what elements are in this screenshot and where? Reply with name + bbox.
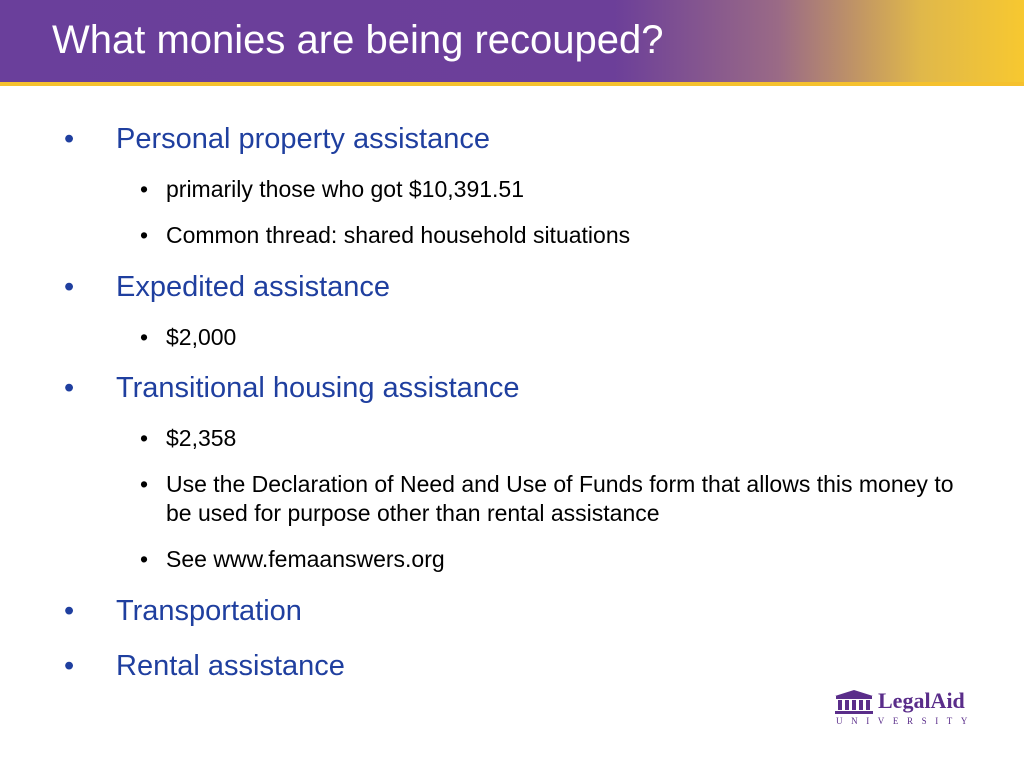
sub-list-item <box>140 424 980 453</box>
sub-list-item <box>140 470 980 528</box>
bullet-text: Expedited assistance <box>116 271 391 303</box>
logo-subtitle: UNIVERSITY <box>836 716 976 726</box>
bullet-icon: • <box>64 650 75 682</box>
sub-bullet-text: Use the Declaration of Need and Use of Funds form that allows this money to be used for purpose other than rental assistance <box>166 471 954 526</box>
sub-bullet-text: $2,358 <box>166 425 237 451</box>
sub-bullet-text: primarily those who got $10,391.51 <box>166 176 524 202</box>
slide-title: What monies are being recouped? <box>52 18 664 62</box>
bullet-icon: • <box>140 546 149 572</box>
title-bar <box>0 0 1024 82</box>
sub-list-item <box>140 323 980 352</box>
bullet-icon: • <box>140 222 149 248</box>
bullet-icon: • <box>64 123 75 155</box>
bullet-icon: • <box>140 176 149 202</box>
legal-aid-university-logo <box>834 688 976 728</box>
sub-list-item <box>140 175 980 204</box>
sub-bullet-text: See www.femaanswers.org <box>166 546 445 572</box>
columned-building-icon <box>834 690 874 714</box>
bullet-icon: • <box>64 271 75 303</box>
sub-list-item <box>140 545 980 574</box>
bullet-icon: • <box>140 425 149 451</box>
bullet-icon: • <box>140 324 149 350</box>
bullet-icon: • <box>64 372 75 404</box>
logo-name: LegalAid <box>878 688 965 713</box>
sub-bullet-text: $2,000 <box>166 324 237 350</box>
sub-list-item <box>140 221 980 250</box>
bullet-text: Rental assistance <box>116 650 345 682</box>
bullet-icon: • <box>140 471 149 497</box>
bullet-text: Transportation <box>116 595 302 627</box>
bullet-icon: • <box>64 595 75 627</box>
title-divider <box>0 82 1024 86</box>
bullet-text: Transitional housing assistance <box>116 372 520 404</box>
sub-bullet-text: Common thread: shared household situations <box>166 222 631 248</box>
bullet-text: Personal property assistance <box>116 123 490 155</box>
